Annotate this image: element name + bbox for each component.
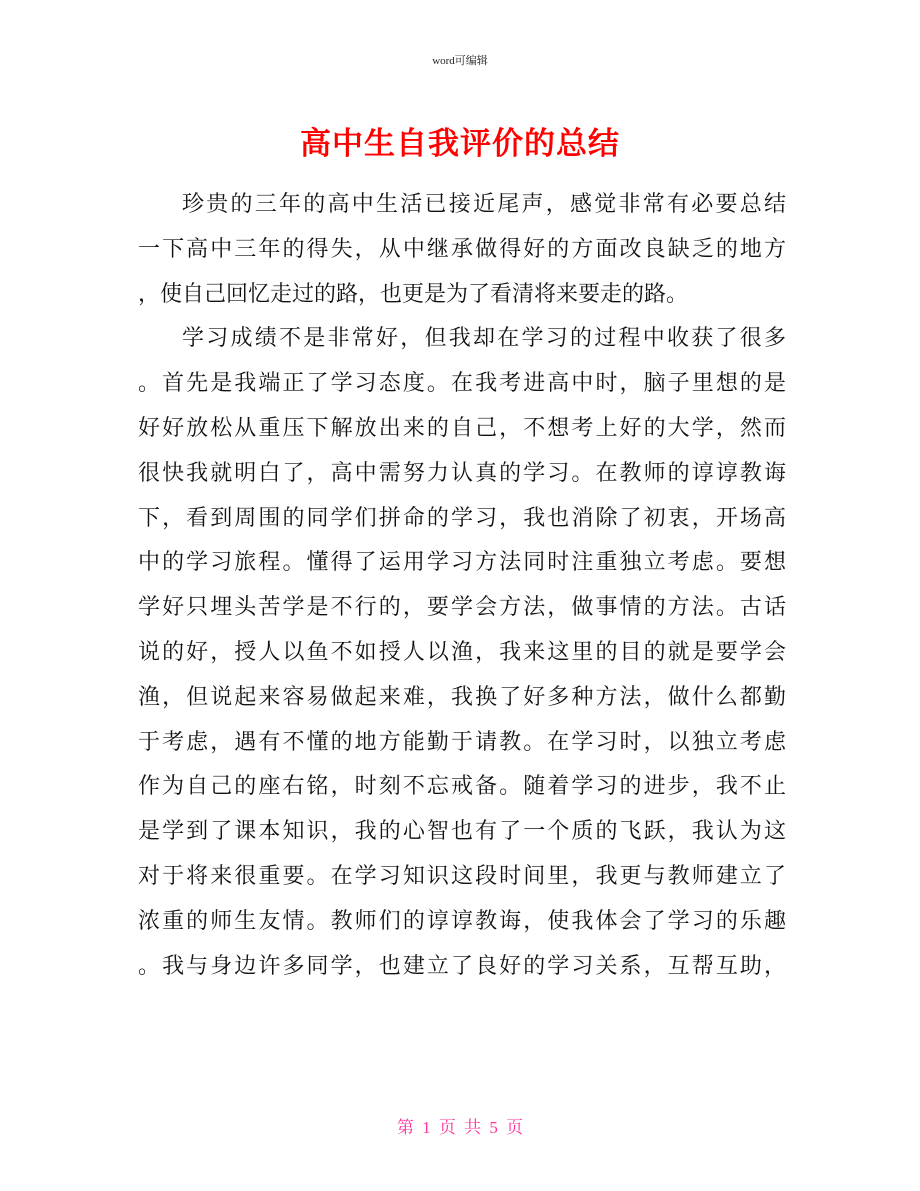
text-line: 是学到了课本知识，我的心智也有了一个质的飞跃，我认为这 <box>138 819 786 845</box>
text-line: 很快我就明白了，高中需努力认真的学习。在教师的谆谆教诲 <box>138 460 786 486</box>
document-title: 高中生自我评价的总结 <box>300 126 620 162</box>
paragraph-2 <box>138 317 786 1034</box>
text-line <box>138 989 786 1034</box>
document-body <box>138 183 786 1034</box>
text-line: 。首先是我端正了学习态度。在我考进高中时，脑子里想的是 <box>138 371 786 397</box>
text-line: 下，看到周围的同学们拼命的学习，我也消除了初衷，开场高 <box>138 505 786 531</box>
text-line: 中的学习旅程。懂得了运用学习方法同时注重独立考虑。要想 <box>138 550 786 576</box>
page-number-footer: 第 1 页 共 5 页 <box>396 1118 524 1137</box>
text-line: 作为自己的座右铭，时刻不忘戒备。随着学习的进步，我不止 <box>138 774 786 800</box>
page-header: word可编辑 <box>432 55 488 67</box>
text-line: 于考虑，遇有不懂的地方能勤于请教。在学习时，以独立考虑 <box>138 729 786 755</box>
text-line: 说的好，授人以鱼不如授人以渔，我来这里的目的就是要学会 <box>138 639 786 665</box>
text-line: 一下高中三年的得失，从中继承做得好的方面改良缺乏的地方 <box>138 236 786 262</box>
text-line: ，使自己回忆走过的路，也更是为了看清将来要走的路。 <box>138 281 689 307</box>
text-line: 珍贵的三年的高中生活已接近尾声，感觉非常有必要总结 <box>182 192 786 217</box>
text-line: 学好只埋头苦学是不行的，要学会方法，做事情的方法。古话 <box>138 595 786 621</box>
text-line: 渔，但说起来容易做起来难，我换了好多种方法，做什么都勤 <box>138 684 786 710</box>
text-line: 浓重的师生友情。教师们的谆谆教诲，使我体会了学习的乐趣 <box>138 908 786 934</box>
text-line: 学习成绩不是非常好，但我却在学习的过程中收获了很多 <box>182 326 786 352</box>
text-line: 好好放松从重压下解放出来的自己，不想考上好的大学，然而 <box>138 415 786 441</box>
paragraph-1 <box>138 183 786 317</box>
text-line: 对于将来很重要。在学习知识这段时间里，我更与教师建立了 <box>138 863 786 889</box>
text-line: 。我与身边许多同学，也建立了良好的学习关系，互帮互助， <box>138 953 786 979</box>
